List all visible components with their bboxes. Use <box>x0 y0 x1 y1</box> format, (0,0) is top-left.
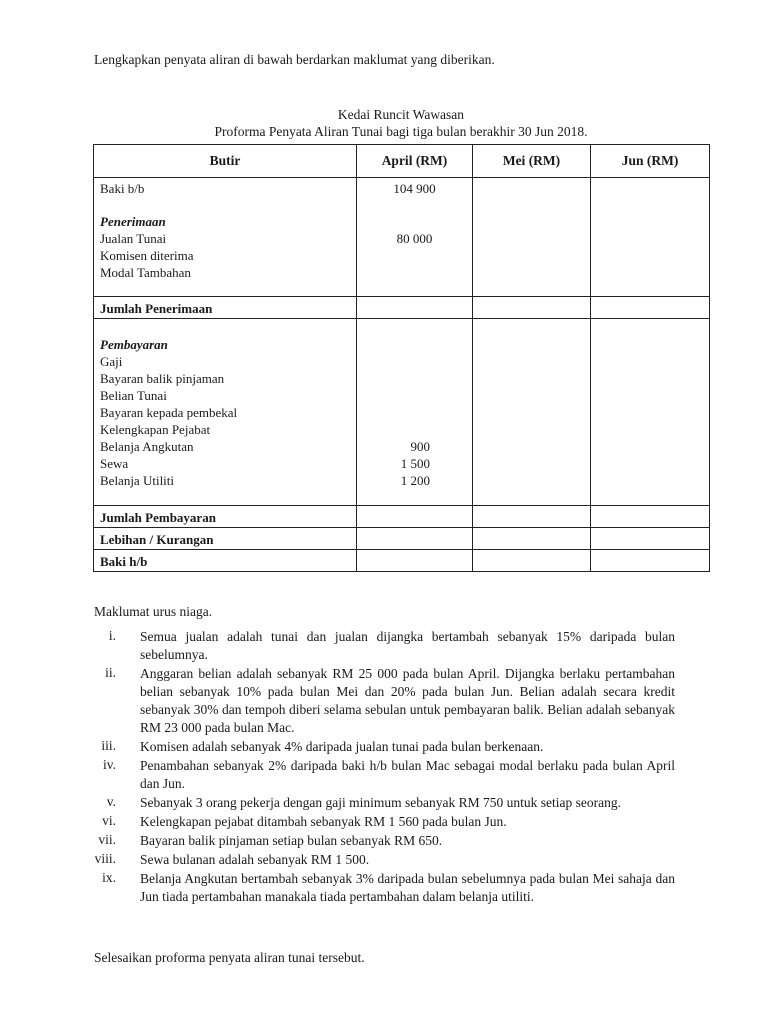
item-text: Semua jualan adalah tunai dan jualan dijangka bertambah sebanyak 15% daripada bulan sebelumnya. <box>140 629 675 662</box>
item-text: Penambahan sebanyak 2% daripada baki h/b bulan Mac sebagai modal berlaku pada bulan April dan Jun. <box>140 758 675 791</box>
list-item <box>0 851 768 869</box>
total-receipts-mei <box>473 297 591 319</box>
instruction-text: Lengkapkan penyata aliran di bawah berdarkan maklumat yang diberikan. <box>94 52 495 67</box>
payments-jun-cell <box>591 319 710 506</box>
surplus-deficit-row <box>94 528 710 550</box>
payment-item: Belanja Angkutan <box>100 439 194 454</box>
table-header-row <box>94 145 710 178</box>
total-receipts-april <box>357 297 473 319</box>
cash-sales-april: 80 000 <box>396 231 433 246</box>
item-number: v. <box>106 794 116 809</box>
item-text: Bayaran balik pinjaman setiap bulan sebanyak RM 650. <box>140 833 443 848</box>
receipts-labels-cell <box>94 178 357 297</box>
receipts-block <box>94 178 710 297</box>
item-text: Komisen adalah sebanyak 4% daripada jualan tunai pada bulan berkenaan. <box>140 739 544 754</box>
transport-april: 900 <box>410 439 430 454</box>
surplus-deficit-label: Lebihan / Kurangan <box>100 531 214 547</box>
item-text: Anggaran belian adalah sebanyak RM 25 000 pada bulan April. Dijangka berlaku pertambahan belian sebanyak 10% pada bulan Mei dan 20% pada bulan Jun. Belian adalah secara kredit sebanyak 30% dan tempoh diberi selama sebulan untuk pembayaran balik. Belian adalah sebanyak RM 23 000 pada bulan Mac. <box>140 666 675 735</box>
opening-balance-april: 104 900 <box>393 181 436 196</box>
payment-item: Gaji <box>100 354 123 369</box>
receipts-april-cell <box>357 178 473 297</box>
closing-instruction: Selesaikan proforma penyata aliran tunai tersebut. <box>94 950 365 965</box>
list-item <box>0 738 768 756</box>
item-text: Belanja Angkutan bertambah sebanyak 3% daripada bulan sebelumnya pada bulan Mei sahaja dan Jun tiada pertambahan manakala tiada pertambahan dalam belanja utiliti. <box>140 871 675 904</box>
payment-item: Belanja Utiliti <box>100 473 175 488</box>
list-item <box>0 757 768 793</box>
total-receipts-row <box>94 297 710 319</box>
item-number: vii. <box>98 832 116 847</box>
payments-block <box>94 319 710 506</box>
total-receipts-label: Jumlah Penerimaan <box>100 300 213 316</box>
item-text: Sewa bulanan adalah sebanyak RM 1 500. <box>140 852 370 867</box>
item-text: Sebanyak 3 orang pekerja dengan gaji minimum sebanyak RM 750 untuk setiap seorang. <box>140 795 622 810</box>
item-number: iv. <box>103 757 116 772</box>
receipts-jun-cell <box>591 178 710 297</box>
closing-balance-label: Baki h/b <box>100 553 148 569</box>
list-item <box>0 665 768 737</box>
closing-balance-row <box>94 550 710 572</box>
payments-heading: Pembayaran <box>100 337 168 352</box>
header-mei: Mei (RM) <box>473 145 591 178</box>
receipts-mei-cell <box>473 178 591 297</box>
receipt-item: Modal Tambahan <box>100 265 191 280</box>
header-april: April (RM) <box>357 145 473 178</box>
item-number: viii. <box>94 851 116 866</box>
info-title: Maklumat urus niaga. <box>94 604 213 619</box>
item-number: ii. <box>105 665 116 680</box>
utilities-april: 1 200 <box>400 473 430 488</box>
payment-item: Bayaran balik pinjaman <box>100 371 225 386</box>
item-number: iii. <box>101 738 116 753</box>
payments-april-cell <box>357 319 473 506</box>
rent-april: 1 500 <box>400 456 430 471</box>
statement-title: Proforma Penyata Aliran Tunai bagi tiga bulan berakhir 30 Jun 2018. <box>214 124 588 139</box>
total-payments-label: Jumlah Pembayaran <box>100 509 216 525</box>
company-name: Kedai Runcit Wawasan <box>337 107 465 122</box>
transaction-info-list <box>0 628 768 906</box>
list-item <box>0 870 768 906</box>
header-jun: Jun (RM) <box>591 145 710 178</box>
list-item <box>0 832 768 850</box>
header-butir: Butir <box>94 145 357 178</box>
receipt-item: Jualan Tunai <box>100 231 167 246</box>
payments-labels-cell <box>94 319 357 506</box>
payment-item: Sewa <box>100 456 129 471</box>
opening-balance-label: Baki b/b <box>100 181 145 196</box>
payments-mei-cell <box>473 319 591 506</box>
total-payments-row <box>94 506 710 528</box>
list-item <box>0 628 768 664</box>
item-text: Kelengkapan pejabat ditambah sebanyak RM 1 560 pada bulan Jun. <box>140 814 507 829</box>
item-number: vi. <box>102 813 116 828</box>
payment-item: Kelengkapan Pejabat <box>100 422 211 437</box>
item-number: i. <box>108 628 116 643</box>
list-item <box>0 813 768 831</box>
payment-item: Belian Tunai <box>100 388 167 403</box>
item-number: ix. <box>102 870 116 885</box>
receipts-heading: Penerimaan <box>100 214 166 229</box>
receipt-item: Komisen diterima <box>100 248 194 263</box>
list-item <box>0 794 768 812</box>
total-receipts-jun <box>591 297 710 319</box>
payment-item: Bayaran kepada pembekal <box>100 405 238 420</box>
cash-flow-table <box>93 144 710 572</box>
